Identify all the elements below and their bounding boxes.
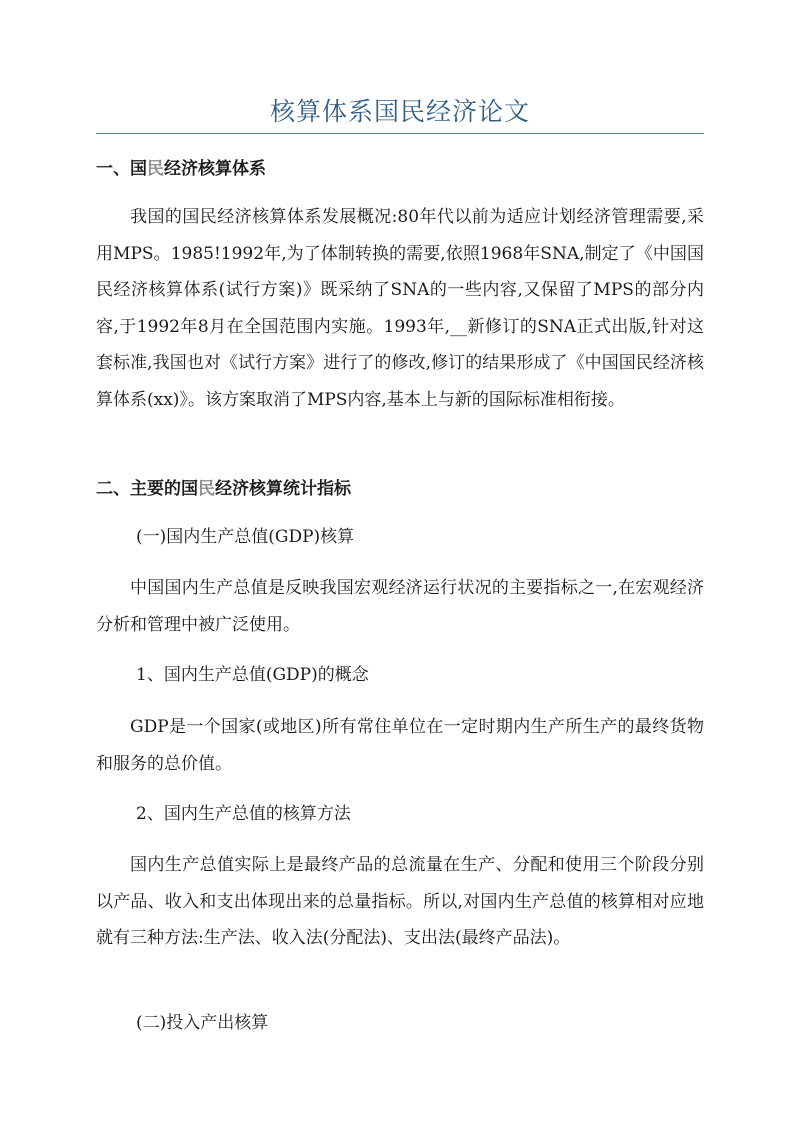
- body-paragraph: 国内生产总值实际上是最终产品的总流量在生产、分配和使用三个阶段分别以产品、收入和支出体现出来的总量指标。所以,对国内生产总值的核算相对应地就有三种方法:生产法、收入法(分配法)、支出法(最终产品法)。: [96, 855, 704, 948]
- section-heading-1: [96, 158, 266, 180]
- heading-text: 经济核算统计指标: [215, 479, 351, 499]
- heading-text: 经济核算体系: [164, 159, 266, 179]
- subsection-heading: (一)国内生产总值(GDP)核算: [136, 527, 355, 547]
- numbered-item: 1、国内生产总值(GDP)的概念: [136, 665, 369, 685]
- body-paragraph: GDP是一个国家(或地区)所有常住单位在一定时期内生产所生产的最终货物和服务的总价值。: [96, 717, 704, 774]
- document-title: 核算体系国民经济论文: [269, 97, 530, 126]
- section-heading-2: [96, 478, 351, 500]
- numbered-item: 2、国内生产总值的核算方法: [136, 804, 351, 824]
- heading-highlight: 民: [147, 159, 164, 179]
- subsection-heading: (二)投入产出核算: [136, 1013, 269, 1033]
- heading-text: 二、主要的国: [96, 479, 198, 499]
- body-paragraph: 我国的国民经济核算体系发展概况:80年代以前为适应计划经济管理需要,采用MPS。1985!1992年,为了体制转换的需要,依照1968年SNA,制定了《中国国民经济核算体系(试行方案)》既采纳了SNA的一些内容,又保留了MPS的部分内容,于1992年8月在全国范围内实施。1993年,__新修订的SNA正式出版,针对这套标准,我国也对《试行方案》进行了的修改,修订的结果形成了《中国国民经济核算体系(xx)》。该方案取消了MPS内容,基本上与新的国际标准相衔接。: [96, 207, 704, 410]
- title-divider: [96, 133, 704, 134]
- heading-text: 一、国: [96, 159, 147, 179]
- body-paragraph: 中国国内生产总值是反映我国宏观经济运行状况的主要指标之一,在宏观经济分析和管理中被广泛使用。: [96, 578, 704, 635]
- heading-highlight: 民: [198, 479, 215, 499]
